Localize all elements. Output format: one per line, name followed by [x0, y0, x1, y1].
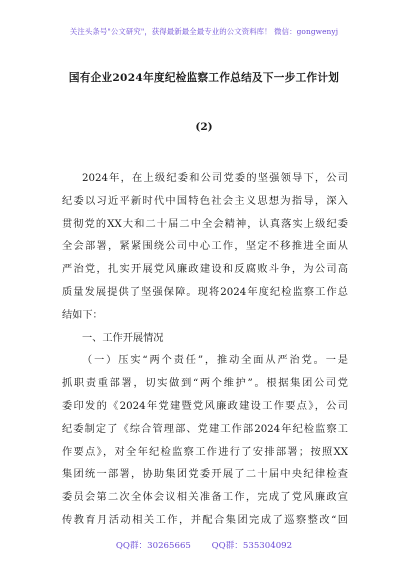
body-line: （一）压实“两个责任”，推动全面从严治党。一是	[82, 355, 348, 367]
body-line: 结如下：	[62, 309, 103, 321]
body-line: 传教育月活动相关工作，并配合集团完成了巡察整改“回	[62, 515, 348, 526]
footer-contact	[0, 539, 408, 551]
body-line: 委员会第二次全体会议相关准备工作，完成了党风廉政宣	[62, 492, 348, 504]
body-line: 贯彻党的XX大和二十届二中全会精神，认真落实上级纪委	[62, 218, 348, 230]
body-line: 委印发的《2024年党建暨党风廉政建设工作要点》，公司	[62, 401, 348, 412]
document-title: 国有企业2024年度纪检监察工作总结及下一步工作计划	[68, 72, 340, 84]
footer-qq-group-2: QQ群：535304092	[211, 541, 293, 551]
body-line: 全会部署，紧紧围绕公司中心工作，坚定不移推进全面从	[62, 241, 348, 253]
body-line: 集团统一部署，协助集团党委开展了二十届中央纪律检查	[62, 469, 348, 481]
document-part-number: (2)	[195, 121, 213, 133]
body-line: 一、工作开展情况	[82, 332, 164, 344]
body-line: 2024年，在上级纪委和公司党委的坚强领导下，公司	[82, 173, 348, 184]
footer-qq-group-1: QQ群：30265665	[115, 541, 191, 551]
body-line: 作要点》，对全年纪检监察工作进行了安排部署；按照XX	[62, 446, 348, 458]
body-line: 纪委制定了《综合管理部、党建工作部2024年纪检监察工	[62, 423, 348, 435]
body-line: 抓职责重部署，切实做到“两个维护”。根据集团公司党	[62, 378, 348, 390]
body-line: 质量发展提供了坚强保障。现将2024年度纪检监察工作总	[62, 287, 348, 298]
header-notice: 关注头条号"公文研究"，获得最新最全最专业的公文资料库！ 微信：gongwenyj	[69, 27, 339, 36]
body-line: 纪委以习近平新时代中国特色社会主义思想为指导，深入	[62, 195, 348, 207]
body-line: 严治党，扎实开展党风廉政建设和反腐败斗争，为公司高	[62, 264, 348, 276]
